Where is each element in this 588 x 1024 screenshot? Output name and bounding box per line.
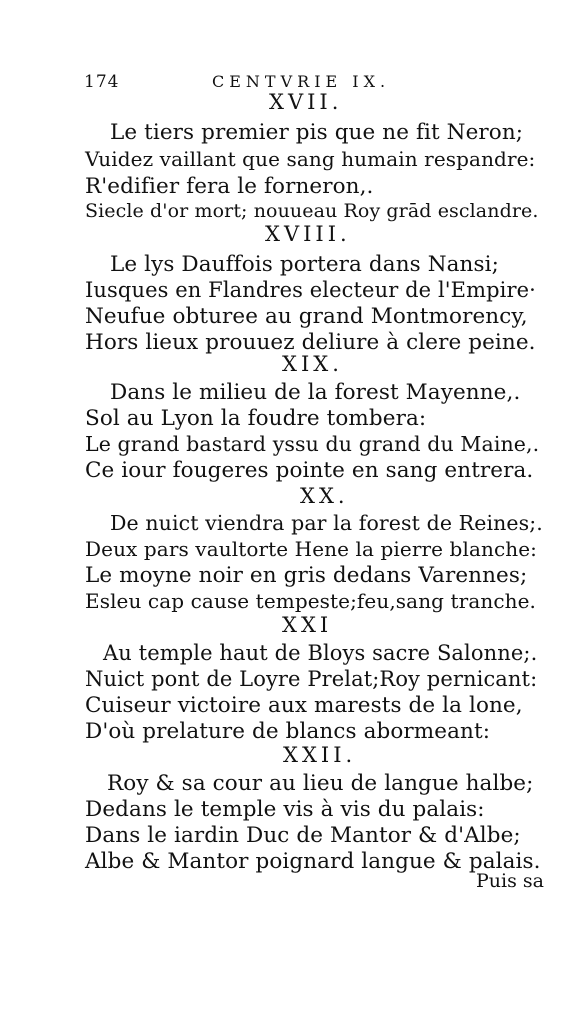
verse-line: Neufue obturee au grand Montmorency,	[85, 304, 528, 329]
verse-line: Le grand bastard yssu du grand du Maine,.	[85, 432, 540, 456]
verse-line: Roy & sa cour au lieu de langue halbe;	[107, 771, 534, 796]
verse-line: Dedans le temple vis à vis du palais:	[85, 797, 485, 822]
page-number: 174	[84, 72, 120, 92]
verse-line: Le lys Dauffois portera dans Nansi;	[110, 252, 499, 277]
running-head: CENTVRIE IX.	[212, 72, 391, 91]
quatrain-number: XX.	[300, 484, 349, 508]
verse-line: Siecle d'or mort; nouueau Roy grād esclandre.	[85, 200, 539, 222]
quatrain-number: XIX.	[282, 352, 343, 376]
quatrain-number: XXI	[282, 613, 333, 637]
quatrain-number: XXII.	[283, 743, 357, 767]
verse-line: Deux pars vaultorte Hene la pierre blanche:	[85, 537, 538, 561]
verse-line: Ce iour fougeres pointe en sang entrera.	[85, 458, 534, 483]
verse-line: Au temple haut de Bloys sacre Salonne;.	[103, 641, 538, 665]
verse-line: Le moyne noir en gris dedans Varennes;	[85, 563, 528, 588]
verse-line: Sol au Lyon la foudre tombera:	[85, 406, 427, 431]
verse-line: Vuidez vaillant que sang humain respandre:	[85, 147, 536, 171]
quatrain-number: XVII.	[269, 90, 343, 114]
verse-line: Albe & Mantor poignard langue & palais.	[85, 849, 541, 874]
verse-line: D'où prelature de blancs abormeant:	[85, 719, 491, 744]
verse-line: Cuiseur victoire aux marests de la lone,	[85, 693, 523, 718]
quatrain-number: XVIII.	[265, 222, 351, 246]
catchword: Puis sa	[476, 870, 544, 892]
verse-line: Hors lieux prouuez deliure à clere peine.	[85, 330, 536, 355]
verse-line: Dans le iardin Duc de Mantor & d'Albe;	[85, 823, 521, 848]
verse-line: R'edifier fera le forneron,.	[85, 174, 374, 199]
verse-line: De nuict viendra par la forest de Reines;.	[110, 511, 543, 535]
verse-line: Nuict pont de Loyre Prelat;Roy pernicant:	[85, 667, 538, 691]
verse-line: Iusques en Flandres electeur de l'Empire·	[85, 278, 536, 302]
verse-line: Esleu cap cause tempeste;feu,sang tranche.	[85, 589, 537, 613]
verse-line: Dans le milieu de la forest Mayenne,.	[110, 380, 521, 405]
verse-line: Le tiers premier pis que ne fit Neron;	[110, 120, 524, 145]
